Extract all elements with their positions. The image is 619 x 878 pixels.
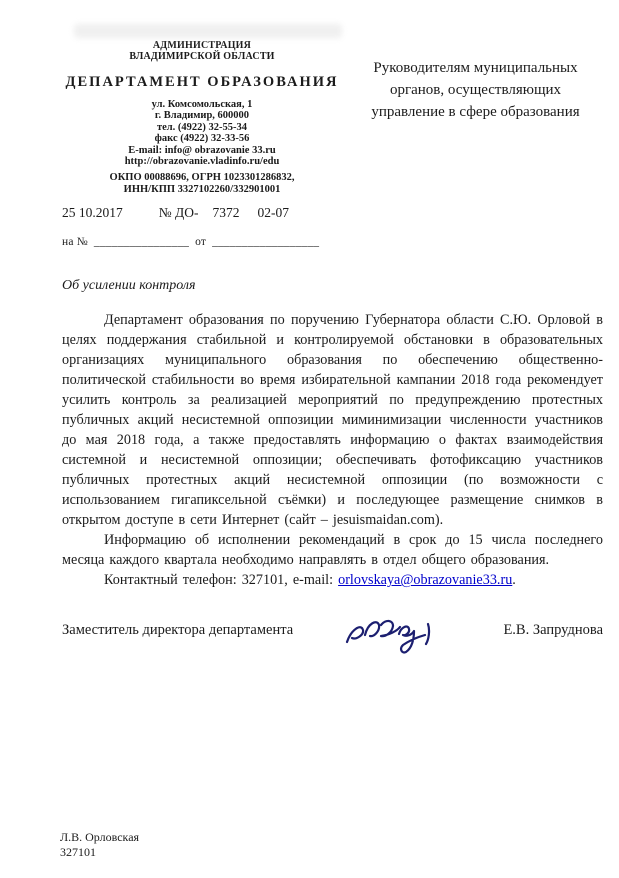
- doc-file-code: 02-07: [257, 205, 289, 221]
- contact-paragraph: [62, 570, 603, 590]
- recipient-line: Руководителям муниципальных: [373, 60, 578, 76]
- reply-from-label: от: [195, 236, 207, 249]
- doc-number: 7372: [212, 205, 240, 221]
- org-okpo-ogrn: ОКПО 00088696, ОГРН 1023301286832,: [109, 172, 295, 184]
- handwritten-signature: [293, 608, 503, 658]
- signature-position: Заместитель директора департамента: [62, 622, 294, 639]
- executor-phone: 327101: [60, 844, 96, 859]
- signature-row: [0, 590, 619, 658]
- org-street: ул. Комсомольская, 1: [151, 99, 253, 110]
- letter-body: [0, 294, 619, 590]
- recipient-line: органов, осуществляющих: [389, 82, 562, 98]
- contact-text: Контактный телефон: 327101, e-mail:: [104, 572, 339, 589]
- executor-block: [60, 830, 139, 859]
- signature-scrawl-icon: [339, 608, 457, 658]
- org-website: http://obrazovanie.vladinfo.ru/edu: [124, 156, 280, 168]
- doc-number-label: № ДО-: [158, 205, 199, 221]
- executor-name: Л.В. Орловская: [60, 830, 140, 844]
- scan-artifact: [74, 24, 342, 38]
- reply-reference-row: [0, 221, 619, 248]
- org-admin-line1: АДМИНИСТРАЦИЯ: [152, 40, 252, 51]
- reply-to-label: на №: [62, 236, 88, 249]
- reference-row: [0, 195, 619, 221]
- org-inn-kpp: ИНН/КПП 3327102260/332901001: [123, 183, 281, 195]
- doc-date: 25 10.2017: [62, 205, 123, 221]
- reply-date-blank: __________________: [212, 236, 320, 249]
- org-registry-block: [58, 172, 346, 195]
- org-fax: факс (4922) 32-33-56: [154, 133, 250, 145]
- org-admin-line2: ВЛАДИМИРСКОЙ ОБЛАСТИ: [129, 51, 275, 62]
- body-paragraph-1: Департамент образования по поручению Губернатора области С.Ю. Орловой в целях поддержания стабильной и контролируемой обстановки в образовательных организациях муниципального образования по обеспечению общественно-политической стабильности во время избирательной кампании 2018 года рекомендует усилить контроль за реализацией мероприятий по предупреждению протестных публичных акций несистемной оппозиции миминимизации численности участников до мая 2018 года, а также предоставлять информацию о фактах взаимодействия системной и несистемной оппозиции; обеспечивать фотофиксацию участников публичных протестных акций несистемной оппозиции (по возможности с использованием гигапиксельной съёмки) и последующее размещение снимков в открытом доступе в сети Интернет (сайт – jesuismaidan.com).: [62, 312, 603, 529]
- recipient-block: [346, 40, 605, 195]
- contact-period: .: [512, 572, 516, 589]
- org-email: E-mail: info@ obrazovanie 33.ru: [128, 144, 276, 156]
- reply-number-blank: ________________: [93, 236, 190, 249]
- signature-name: Е.В. Запруднова: [503, 622, 603, 639]
- org-city: г. Владимир, 600000: [154, 110, 250, 122]
- org-letterhead: [58, 40, 346, 195]
- contact-email-link[interactable]: orlovskaya@obrazovanie33.ru: [338, 572, 513, 589]
- org-contact-block: [58, 99, 346, 167]
- recipient-line: управление в сфере образования: [371, 104, 580, 120]
- org-phone: тел. (4922) 32-55-34: [156, 121, 248, 133]
- subject-line: Об усилении контроля: [62, 278, 196, 294]
- department-name: ДЕПАРТАМЕНТ ОБРАЗОВАНИЯ: [65, 74, 339, 90]
- body-paragraph-2: Информацию об исполнении рекомендаций в срок до 15 числа последнего месяца каждого квартала необходимо направлять в отдел общего образования.: [62, 532, 603, 569]
